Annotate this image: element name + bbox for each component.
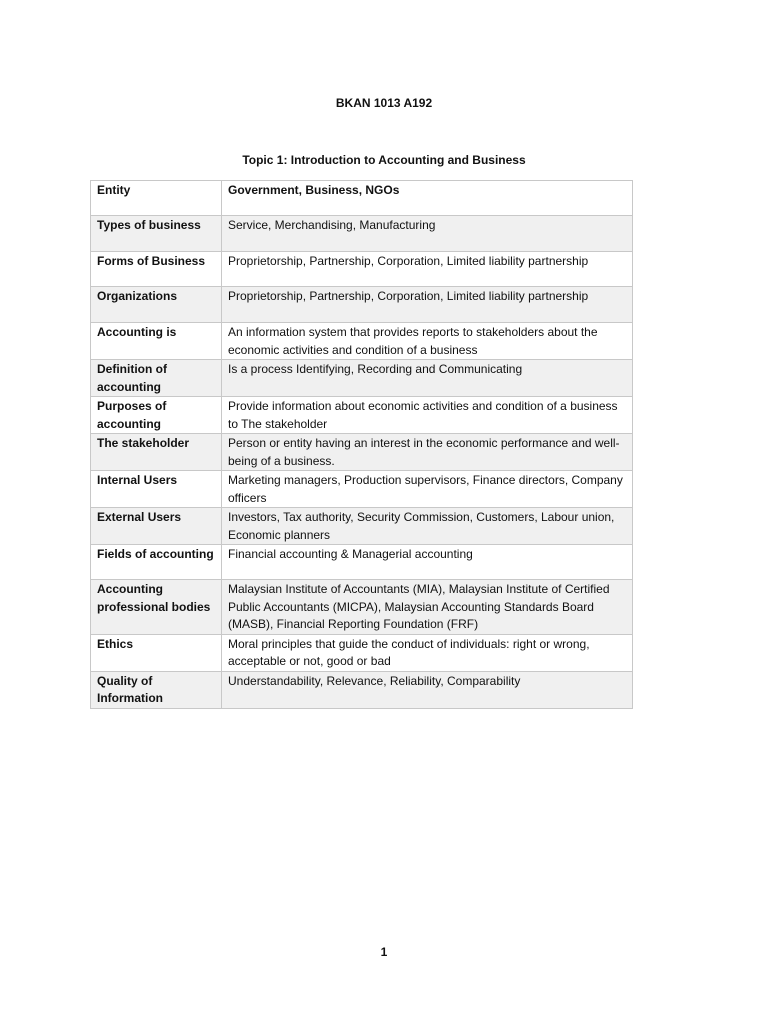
- table-row: [91, 181, 633, 216]
- row-term: Accounting professional bodies: [91, 580, 222, 635]
- table-row: [91, 471, 633, 508]
- table-row: [91, 360, 633, 397]
- row-term: Definition of accounting: [91, 360, 222, 397]
- row-description: Financial accounting & Managerial accounting: [222, 545, 633, 580]
- row-description: Proprietorship, Partnership, Corporation, Limited liability partnership: [222, 287, 633, 323]
- table-row: [91, 545, 633, 580]
- row-term: Quality of Information: [91, 671, 222, 708]
- row-term: Entity: [91, 181, 222, 216]
- row-description: Marketing managers, Production supervisors, Finance directors, Company officers: [222, 471, 633, 508]
- table-row: [91, 323, 633, 360]
- table-row: [91, 252, 633, 287]
- row-description: Proprietorship, Partnership, Corporation, Limited liability partnership: [222, 252, 633, 287]
- table-row: [91, 671, 633, 708]
- row-term: Purposes of accounting: [91, 397, 222, 434]
- course-code-heading: BKAN 1013 A192: [335, 96, 433, 110]
- table-row: [91, 634, 633, 671]
- accounting-summary-table: [90, 180, 633, 709]
- row-term: Types of business: [91, 216, 222, 252]
- table-row: [91, 397, 633, 434]
- row-description: Moral principles that guide the conduct of individuals: right or wrong, acceptable or not, good or bad: [222, 634, 633, 671]
- row-description: An information system that provides reports to stakeholders about the economic activities and condition of a business: [222, 323, 633, 360]
- row-term: Accounting is: [91, 323, 222, 360]
- row-term: The stakeholder: [91, 434, 222, 471]
- row-description: Service, Merchandising, Manufacturing: [222, 216, 633, 252]
- row-description: Government, Business, NGOs: [222, 181, 633, 216]
- table-row: [91, 434, 633, 471]
- table-row: [91, 580, 633, 635]
- row-description: Malaysian Institute of Accountants (MIA), Malaysian Institute of Certified Public Accountants (MICPA), Malaysian Accounting Standards Board (MASB), Financial Reporting Foundation (FRF): [222, 580, 633, 635]
- row-term: Organizations: [91, 287, 222, 323]
- table-row: [91, 287, 633, 323]
- row-term: Internal Users: [91, 471, 222, 508]
- row-term: Forms of Business: [91, 252, 222, 287]
- table-row: [91, 508, 633, 545]
- row-description: Person or entity having an interest in the economic performance and well-being of a business.: [222, 434, 633, 471]
- topic-title: Topic 1: Introduction to Accounting and Business: [242, 153, 526, 167]
- row-term: Ethics: [91, 634, 222, 671]
- row-description: Understandability, Relevance, Reliability, Comparability: [222, 671, 633, 708]
- table-row: [91, 216, 633, 252]
- row-description: Is a process Identifying, Recording and Communicating: [222, 360, 633, 397]
- row-description: Investors, Tax authority, Security Commission, Customers, Labour union, Economic planners: [222, 508, 633, 545]
- row-term: External Users: [91, 508, 222, 545]
- page-number: 1: [380, 945, 388, 959]
- row-description: Provide information about economic activities and condition of a business to The stakeholder: [222, 397, 633, 434]
- row-term: Fields of accounting: [91, 545, 222, 580]
